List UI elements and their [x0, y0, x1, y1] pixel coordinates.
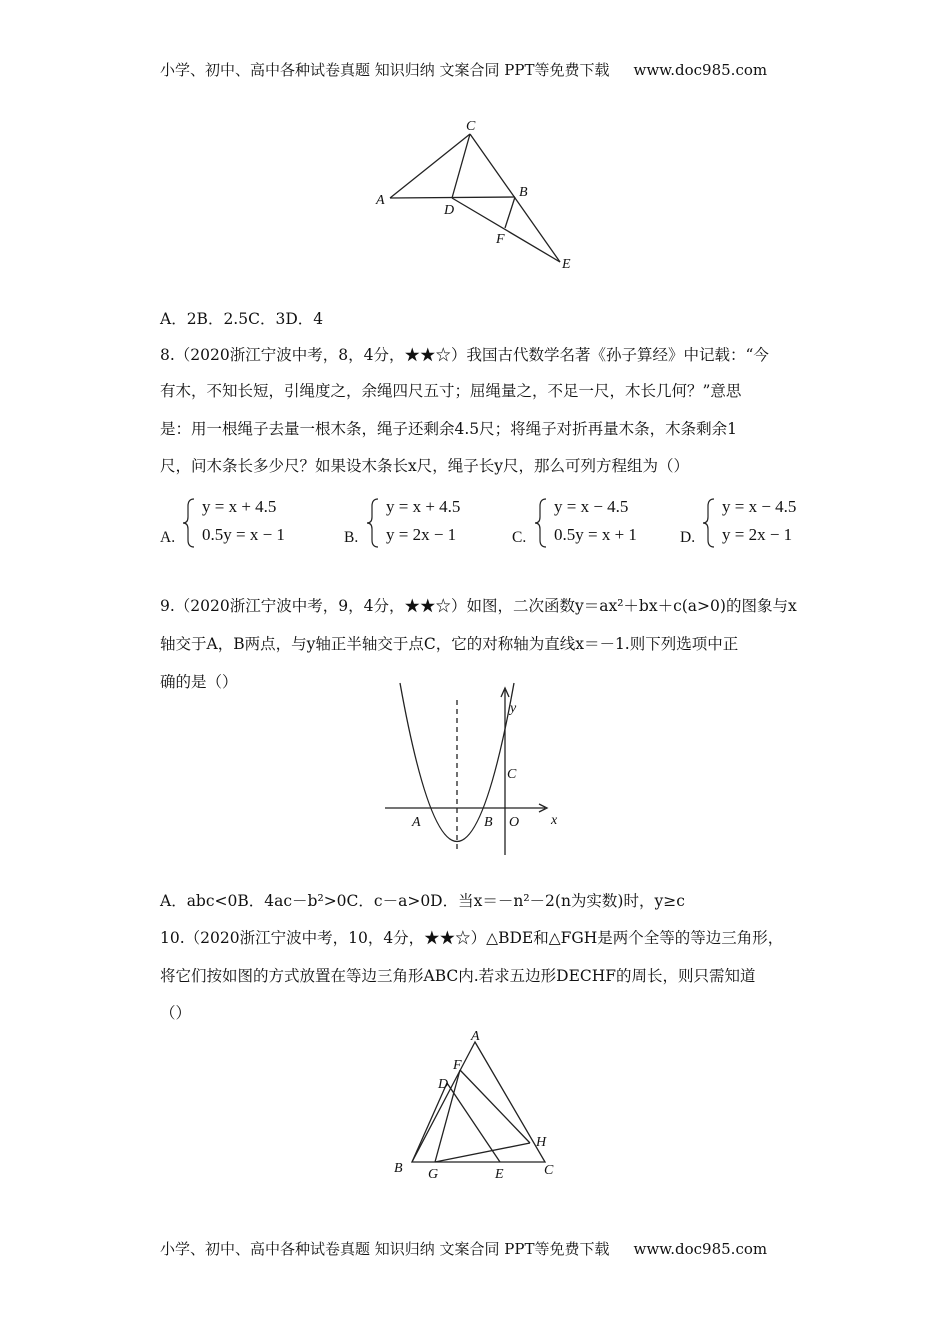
equation: y = x − 4.5	[722, 497, 797, 516]
equation: 0.5y = x − 1	[202, 525, 285, 544]
equation: y = x + 4.5	[202, 497, 277, 516]
q8-option-c	[512, 496, 672, 552]
figure-parabola-graph	[380, 700, 565, 860]
brace-icon	[366, 498, 380, 548]
label-c: C	[466, 119, 476, 134]
q9-line: 轴交于A，B两点，与y轴正半轴交于点C，它的对称轴为直线x＝－1.则下列选项中正	[160, 635, 739, 653]
footer-text: 小学、初中、高中各种试卷真题 知识归纳 文案合同 PPT等免费下载	[160, 1240, 610, 1258]
q8-line: 尺，问木条长多少尺？如果设木条长x尺，绳子长y尺，那么可列方程组为（）	[160, 457, 690, 475]
equation: y = 2x − 1	[386, 525, 457, 544]
label-y: y	[510, 701, 517, 716]
q9-options: A．abc<0B．4ac－b²>0C．c－a>0D．当x＝－n²－2(n为实数)时，y≥c	[160, 892, 685, 910]
q10-line: 将它们按如图的方式放置在等边三角形ABC内.若求五边形DECHF的周长，则只需知道	[160, 967, 756, 985]
brace-icon	[182, 498, 196, 548]
label-b: B	[519, 185, 528, 200]
equation: y = x − 4.5	[554, 497, 629, 516]
header-url: www.doc985.com	[633, 61, 768, 79]
q8-line: 有木，不知长短，引绳度之，余绳四尺五寸；屈绳量之，不足一尺，木长几何？”意思	[160, 382, 742, 400]
label-f: F	[496, 232, 505, 247]
option-label: B.	[344, 529, 359, 546]
label-a: A	[376, 193, 385, 208]
option-label: D.	[680, 529, 696, 546]
page-footer	[160, 1239, 767, 1259]
q10-line: 10.（2020浙江宁波中考，10，4分，★★☆）△BDE和△FGH是两个全等的等边三角形，	[160, 929, 784, 947]
brace-icon	[534, 498, 548, 548]
page-header	[160, 60, 767, 80]
equation: y = x + 4.5	[386, 497, 461, 516]
figure-triangles-abc	[388, 1028, 560, 1183]
label-d: D	[444, 203, 455, 218]
header-text: 小学、初中、高中各种试卷真题 知识归纳 文案合同 PPT等免费下载	[160, 61, 610, 79]
footer-url: www.doc985.com	[633, 1240, 768, 1258]
q8-line: 8.（2020浙江宁波中考，8，4分，★★☆）我国古代数学名著《孙子算经》中记载：“今	[160, 346, 769, 364]
q8-option-b	[344, 496, 504, 552]
brace-icon	[702, 498, 716, 548]
label-c: C	[507, 767, 517, 782]
label-e: E	[495, 1167, 504, 1182]
q10-line: （）	[160, 1004, 192, 1022]
label-b: B	[394, 1161, 403, 1176]
option-label: A.	[160, 529, 176, 546]
equation: 0.5y = x + 1	[554, 525, 637, 544]
q9-line: 确的是（）	[160, 673, 238, 691]
label-x: x	[551, 813, 558, 828]
label-o: O	[509, 815, 520, 830]
label-f: F	[453, 1058, 462, 1073]
label-g: G	[428, 1167, 439, 1182]
label-d: D	[438, 1077, 449, 1092]
equation: y = 2x − 1	[722, 525, 793, 544]
label-e: E	[562, 257, 571, 272]
q7-options: A．2B．2.5C．3D．4	[160, 310, 324, 328]
label-b: B	[484, 815, 493, 830]
label-c: C	[544, 1163, 554, 1178]
q8-option-a	[160, 496, 320, 552]
label-h: H	[536, 1135, 547, 1150]
q9-line: 9.（2020浙江宁波中考，9，4分，★★☆）如图，二次函数y＝ax²＋bx＋c(a>0)的图象与x	[160, 597, 797, 615]
q8-option-d	[680, 496, 840, 552]
label-a: A	[471, 1029, 480, 1044]
label-a: A	[412, 815, 421, 830]
figure-triangle-acde	[360, 112, 580, 280]
option-label: C.	[512, 529, 527, 546]
q8-line: 是：用一根绳子去量一根木条，绳子还剩余4.5尺；将绳子对折再量木条，木条剩余1	[160, 420, 738, 438]
